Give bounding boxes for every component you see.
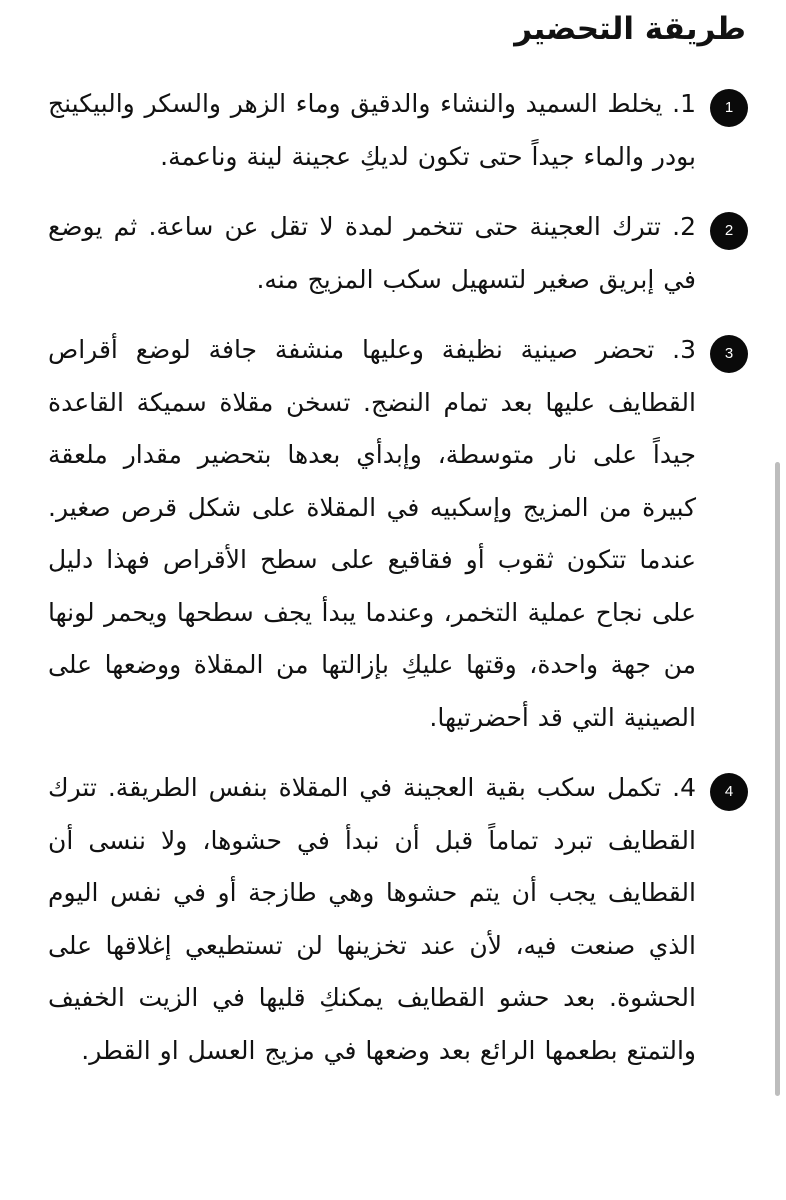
step-3	[48, 324, 748, 744]
section-title: طريقة التحضير	[514, 11, 746, 47]
step-number-badge: 1	[710, 89, 748, 127]
vertical-scrollbar[interactable]	[775, 462, 780, 1096]
step-number-badge: 3	[710, 335, 748, 373]
step-number-badge: 2	[710, 212, 748, 250]
step-number-badge: 4	[710, 773, 748, 811]
step-4	[48, 762, 748, 1077]
step-text: 4. تكمل سكب بقية العجينة في المقلاة بنفس الطريقة. تترك القطايف تبرد تماماً قبل أن نبدأ في حشوها، ولا ننسى أن القطايف يجب أن يتم حشوها وهي طازجة أو في نفس اليوم الذي صنعت فيه، لأن عند تخزينها لن تستطيعي إغلاقها على الحشوة. بعد حشو القطايف يمكنكِ قليها في الزيت الخفيف والتمتع بطعمها الرائع بعد وضعها في مزيج العسل او القطر.	[48, 773, 696, 1065]
steps-list	[48, 78, 748, 1095]
step-text: 3. تحضر صينية نظيفة وعليها منشفة جافة لوضع أقراص القطايف عليها بعد تمام النضج. تسخن مقلاة سميكة القاعدة جيداً على نار متوسطة، وإبدأي بعدها بتحضير مقدار ملعقة كبيرة من المزيج وإسكبيه في المقلاة على شكل قرص صغير. عندما تتكون ثقوب أو فقاقيع على سطح الأقراص فهذا دليل على نجاح عملية التخمر، وعندما يبدأ يجف سطحها ويحمر لونها من جهة واحدة، وقتها عليكِ بإزالتها من المقلاة ووضعها على الصينية التي قد أحضرتيها.	[48, 335, 696, 732]
step-text: 2. تترك العجينة حتى تتخمر لمدة لا تقل عن ساعة. ثم يوضع في إبريق صغير لتسهيل سكب المزيج منه.	[48, 212, 696, 294]
step-1	[48, 78, 748, 183]
step-2	[48, 201, 748, 306]
step-text: 1. يخلط السميد والنشاء والدقيق وماء الزهر والسكر والبيكينج بودر والماء جيداً حتى تكون لديكِ عجينة لينة وناعمة.	[48, 89, 696, 171]
